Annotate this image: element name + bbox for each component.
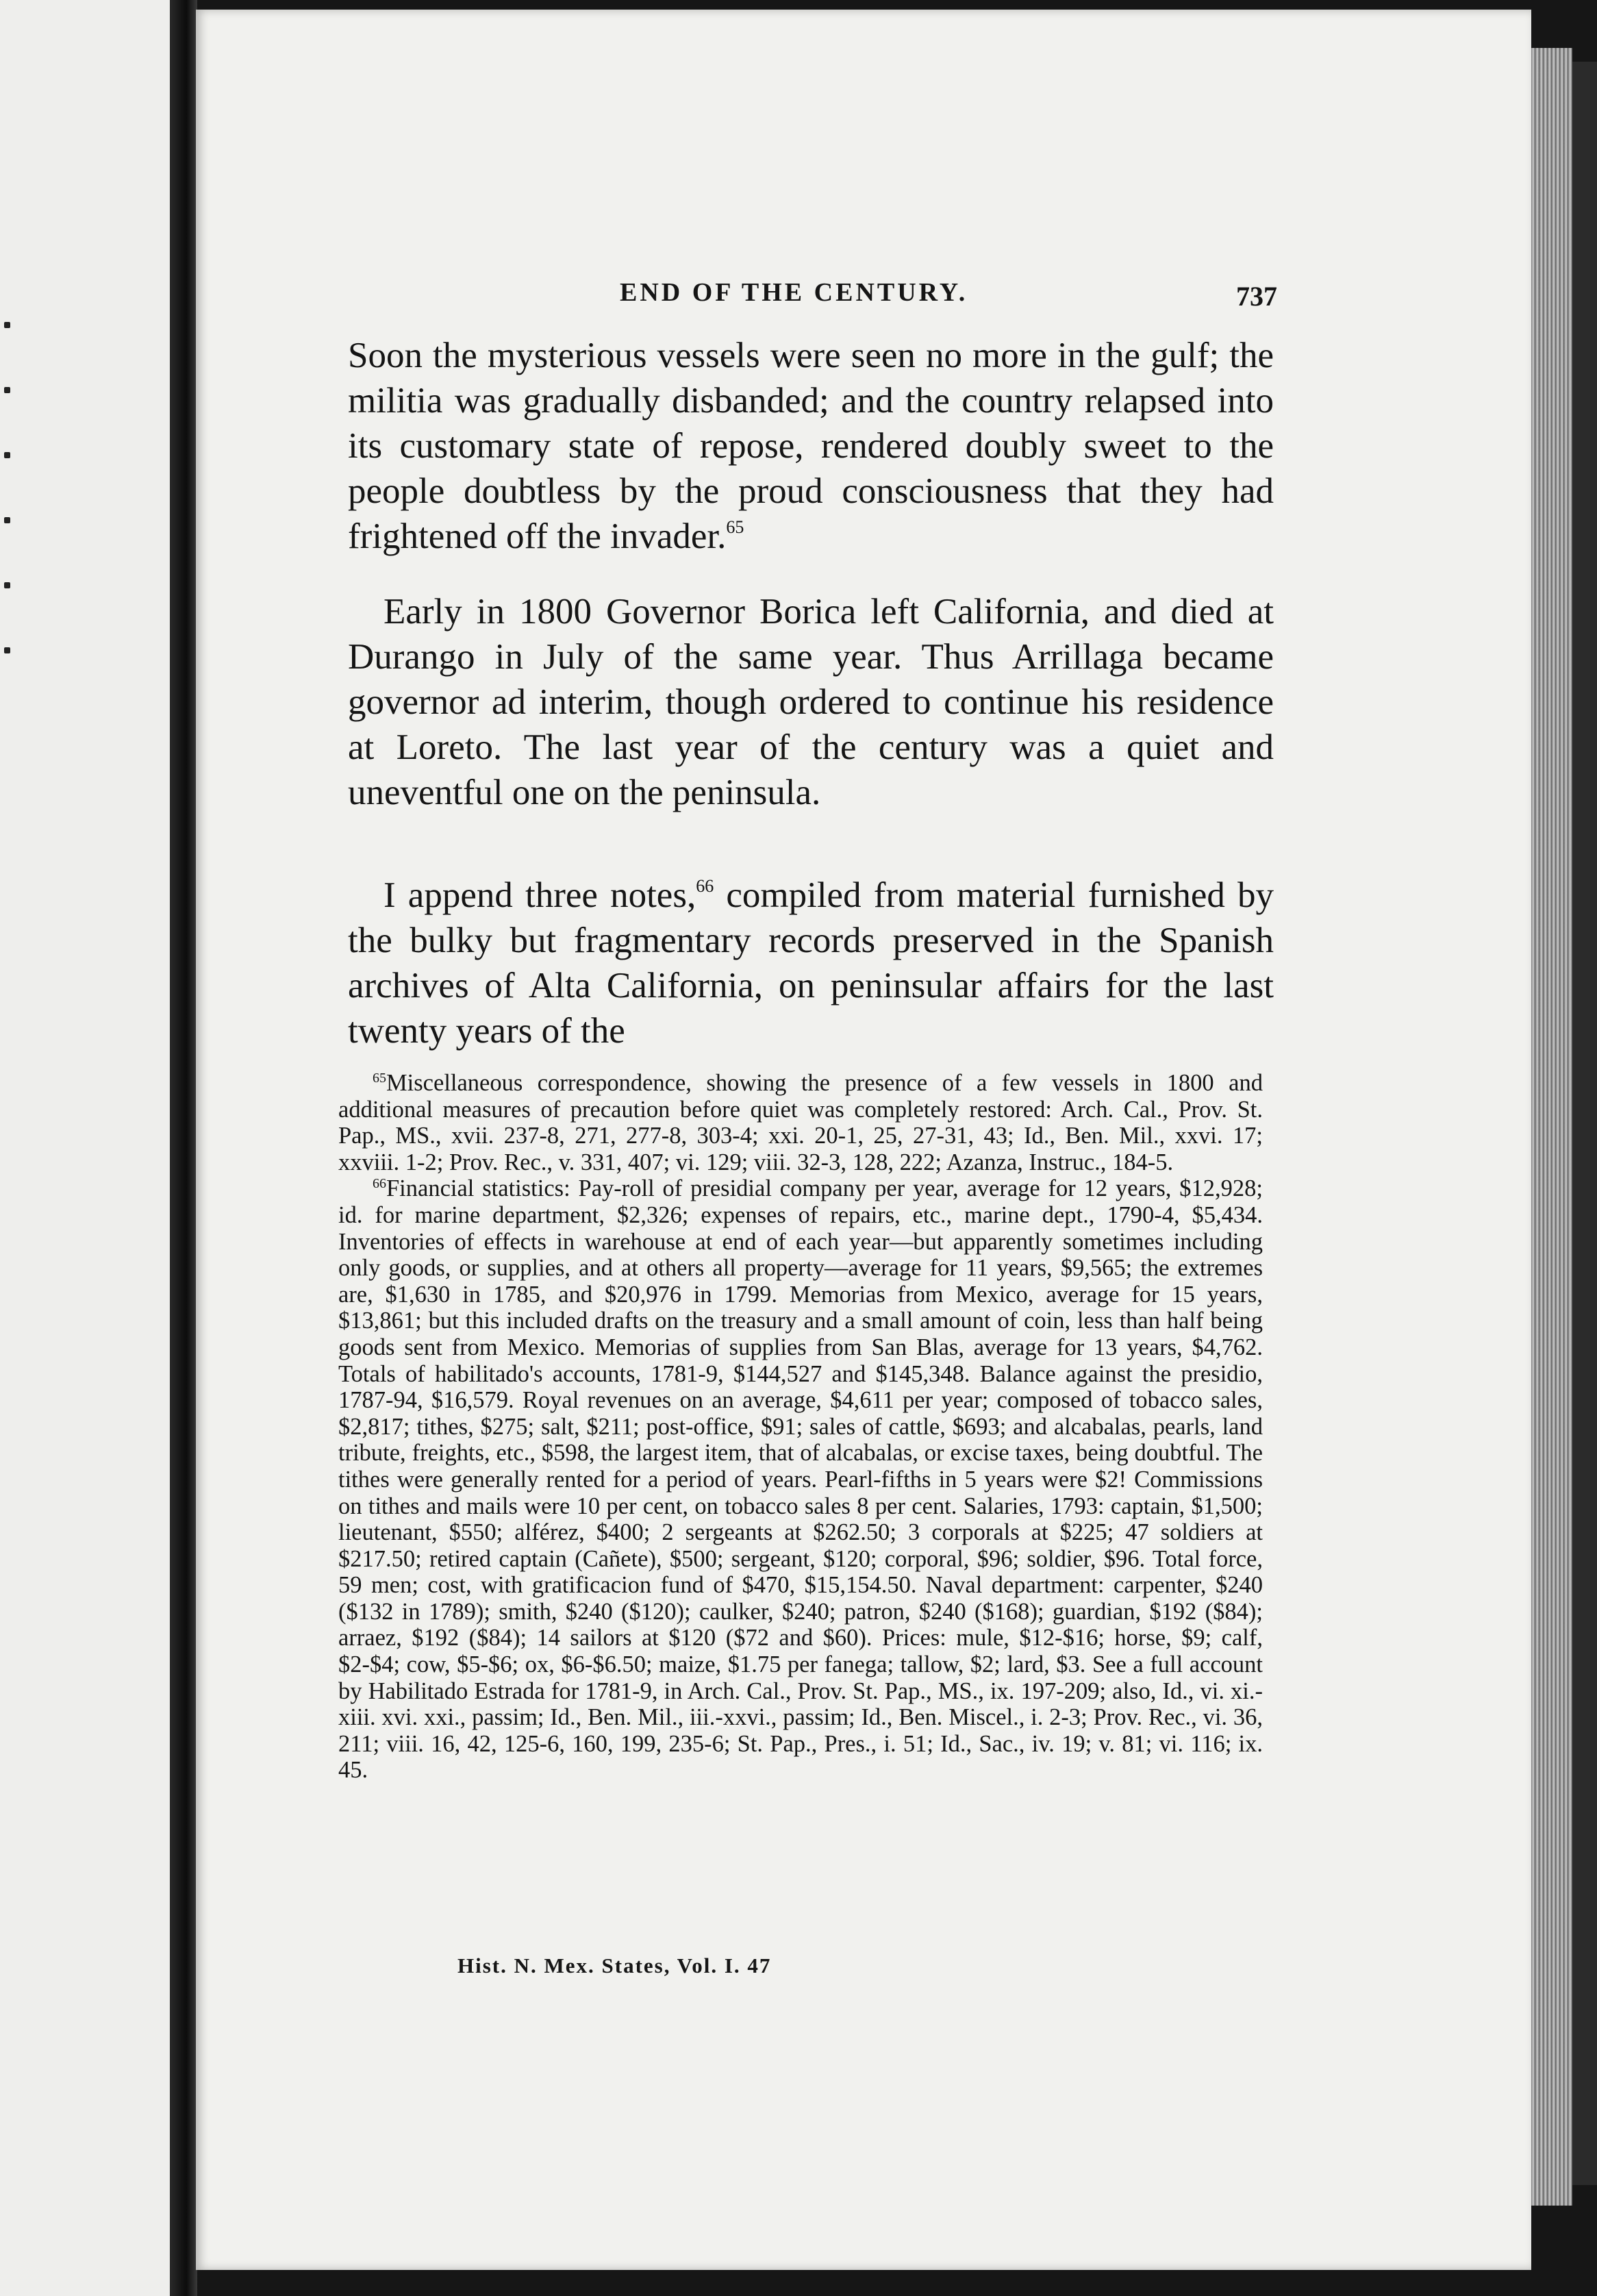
- footnote-mark: 65: [373, 1071, 386, 1086]
- footnote-text: Financial statistics: Pay-roll of presidial company per year, average for 12 years, $12,928; id. for marine department, $2,326; expenses of repairs, etc., marine dept., 1790-4, $5,434. Inventories of effects in warehouse at end of each year—but apparently sometimes including only goods, or supplies, and at others all property—average for 11 years, $9,565; the extremes are, $1,630 in 1785, and $20,976 in 1799. Memorias from Mexico, average for 15 years, $13,861; but this included drafts on the treasury and a small amount of coin, less than half being goods sent from Mexico. Memorias of supplies from San Blas, average for 13 years, $4,762. Totals of habilitado's accounts, 1781-9, $144,527 and $145,348. Balance against the presidio, 1787-94, $16,579. Royal revenues on an average, $4,611 per year; composed of tobacco sales, $2,817; tithes, $275; salt, $211; post-office, $91; sales of cattle, $693; and alcabalas, pearls, land tribute, freights, etc., $598, the largest item, that of alcabalas, or excise taxes, being doubtful. The tithes were generally rented for a period of years. Pearl-fifths in 5 years were $2! Commissions on tithes and mails were 10 per cent, on tobacco sales 8 per cent. Salaries, 1793: captain, $1,500; lieutenant, $550; alférez, $400; 2 sergeants at $262.50; 3 corporals at $225; 47 soldiers at $217.50; retired captain (Cañete), $500; sergeant, $120; corporal, $96; soldier, $96. Total force, 59 men; cost, with gratificacion fund of $470, $15,154.50. Naval department: carpenter, $240 ($132 in 1789); smith, $240 ($120); caulker, $240; patron, $240 ($168); guardian, $192 ($84); arraez, $192 ($84); 14 sailors at $120 ($72 and $60). Prices: mule, $12-$16; horse, $9; calf, $2-$4; cow, $5-$6; ox, $6-$6.50; maize, $1.75 per fanega; tallow, $2; lard, $3. See a full account by Habilitado Estrada for 1781-9, in Arch. Cal., Prov. St. Pap., MS., ix. 197-209; also, Id., vi. xi.-xiii. xvi. xxi., passim; Id., Ben. Mil., iii.-xxvi., passim; Id., Ben. Miscel., i. 2-3; Prov. Rec., vi. 36, 211; viii. 16, 42, 125-6, 160, 199, 235-6; St. Pap., Pres., i. 51; Id., Sac., iv. 19; v. 81; vi. 116; ix. 45.: [338, 1175, 1263, 1784]
- body-paragraph-1: [348, 333, 1274, 559]
- footnote-reference-66: 66: [696, 876, 714, 896]
- printer-signature: Hist. N. Mex. States, Vol. I. 47: [457, 1954, 772, 1977]
- paragraph-text: Soon the mysterious vessels were seen no more in the gulf; the militia was gradually disbanded; and the country relapsed into its customary state of repose, rendered doubly sweet to the people doubtless by the proud consciousness that they had frightened off the invader.: [348, 336, 1274, 556]
- paragraph-text-rest: compiled from material furnished by the bulky but fragmentary records preserved in the Spanish archives of Alta California, on peninsular affairs for the last twenty years of the: [348, 875, 1274, 1051]
- page-number: 737: [1236, 281, 1277, 312]
- footnote-text: Miscellaneous correspondence, showing the presence of a few vessels in 1800 and additional measures of precaution before quiet was completely restored: Arch. Cal., Prov. St. Pap., MS., xvii. 237-8, 271, 277-8, 303-4; xxi. 20-1, 25, 27-31, 43; Id., Ben. Mil., xxvi. 17; xxviii. 1-2; Prov. Rec., v. 331, 407; vi. 129; viii. 32-3, 128, 222; Azanza, Instruc., 184-5.: [338, 1070, 1263, 1175]
- book-gutter: [170, 0, 197, 2296]
- running-head-title: END OF THE CENTURY.: [620, 278, 968, 307]
- paragraph-text: Early in 1800 Governor Borica left California, and died at Durango in July of the same year. Thus Arrillaga became governor ad interim, though ordered to continue his residence at Loreto. The last year of the century was a quiet and uneventful one on the peninsula.: [348, 592, 1274, 812]
- facing-page-edge-marks: [4, 322, 15, 712]
- book-cover-edge: [1572, 62, 1597, 2185]
- running-head: [346, 271, 1277, 319]
- footnote-65: [338, 1070, 1263, 1175]
- body-paragraph-2: [348, 589, 1274, 815]
- footnote-mark: 66: [373, 1176, 386, 1192]
- footnotes: [338, 1070, 1263, 1784]
- body-paragraph-3: [348, 873, 1274, 1053]
- footnote-reference-65: 65: [726, 517, 744, 537]
- facing-page: [0, 0, 171, 2296]
- footnote-66: [338, 1175, 1263, 1784]
- page-stack-edge: [1531, 48, 1572, 2206]
- paragraph-text-start: I append three notes,: [383, 875, 696, 915]
